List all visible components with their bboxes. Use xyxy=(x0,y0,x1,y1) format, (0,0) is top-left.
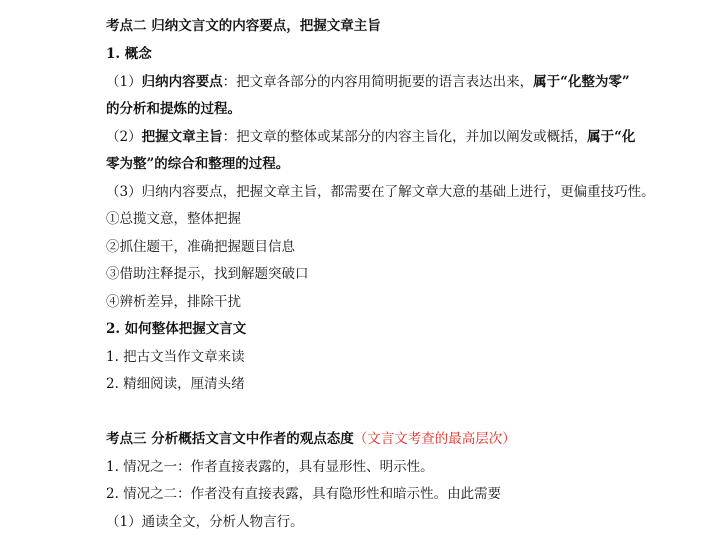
section2-heading: 考点二 归纳文言文的内容要点，把握文章主旨 xyxy=(106,18,381,34)
item2-bold-tail: 属于“化 xyxy=(587,129,636,145)
item2-line1 xyxy=(106,127,636,147)
section3-heading-note: （文言文考查的最高层次） xyxy=(353,431,516,447)
section3-heading: 考点三 分析概括文言文中作者的观点态度 xyxy=(106,431,354,447)
item2-term: 把握文章主旨 xyxy=(141,129,223,145)
how-title: 2. 如何整体把握文言文 xyxy=(106,321,247,337)
section3-line-3: （1）通读全文，分析人物言行。 xyxy=(106,514,304,530)
section3-line-2: 2. 情况之二：作者没有直接表露，具有隐形性和暗示性。由此需要 xyxy=(106,486,502,502)
concept-title: 1. 概念 xyxy=(106,46,152,62)
method-2: ②抓住题干，准确把握题目信息 xyxy=(106,239,295,255)
item1-term: 归纳内容要点 xyxy=(141,74,223,90)
item3-line: （3）归纳内容要点，把握文章主旨，都需要在了解文章大意的基础上进行，更偏重技巧性。 xyxy=(106,184,655,200)
item1-bold-tail: 属于“化整为零” xyxy=(533,74,630,90)
item1-text: ：把文章各部分的内容用简明扼要的语言表达出来， xyxy=(222,74,534,90)
method-1: ①总揽文意，整体把握 xyxy=(106,211,241,227)
section3-heading-line xyxy=(106,429,609,449)
item2-number: （2） xyxy=(106,129,142,145)
item2-line2: 零为整”的综合和整理的过程。 xyxy=(106,156,290,172)
method-3: ③借助注释提示，找到解题突破口 xyxy=(106,266,309,282)
method-4: ④辨析差异，排除干扰 xyxy=(106,294,241,310)
item1-line1 xyxy=(106,72,630,92)
item1-number: （1） xyxy=(106,74,142,90)
how-item-1: 1. 把古文当作文章来读 xyxy=(106,349,245,365)
item2-text: ：把文章的整体或某部分的内容主旨化，并加以阐发或概括， xyxy=(222,129,588,145)
section3-line-1: 1. 情况之一：作者直接表露的，具有显形性、明示性。 xyxy=(106,459,434,475)
how-item-2: 2. 精细阅读，厘清头绪 xyxy=(106,376,245,392)
item1-line2: 的分析和提炼的过程。 xyxy=(106,101,241,117)
